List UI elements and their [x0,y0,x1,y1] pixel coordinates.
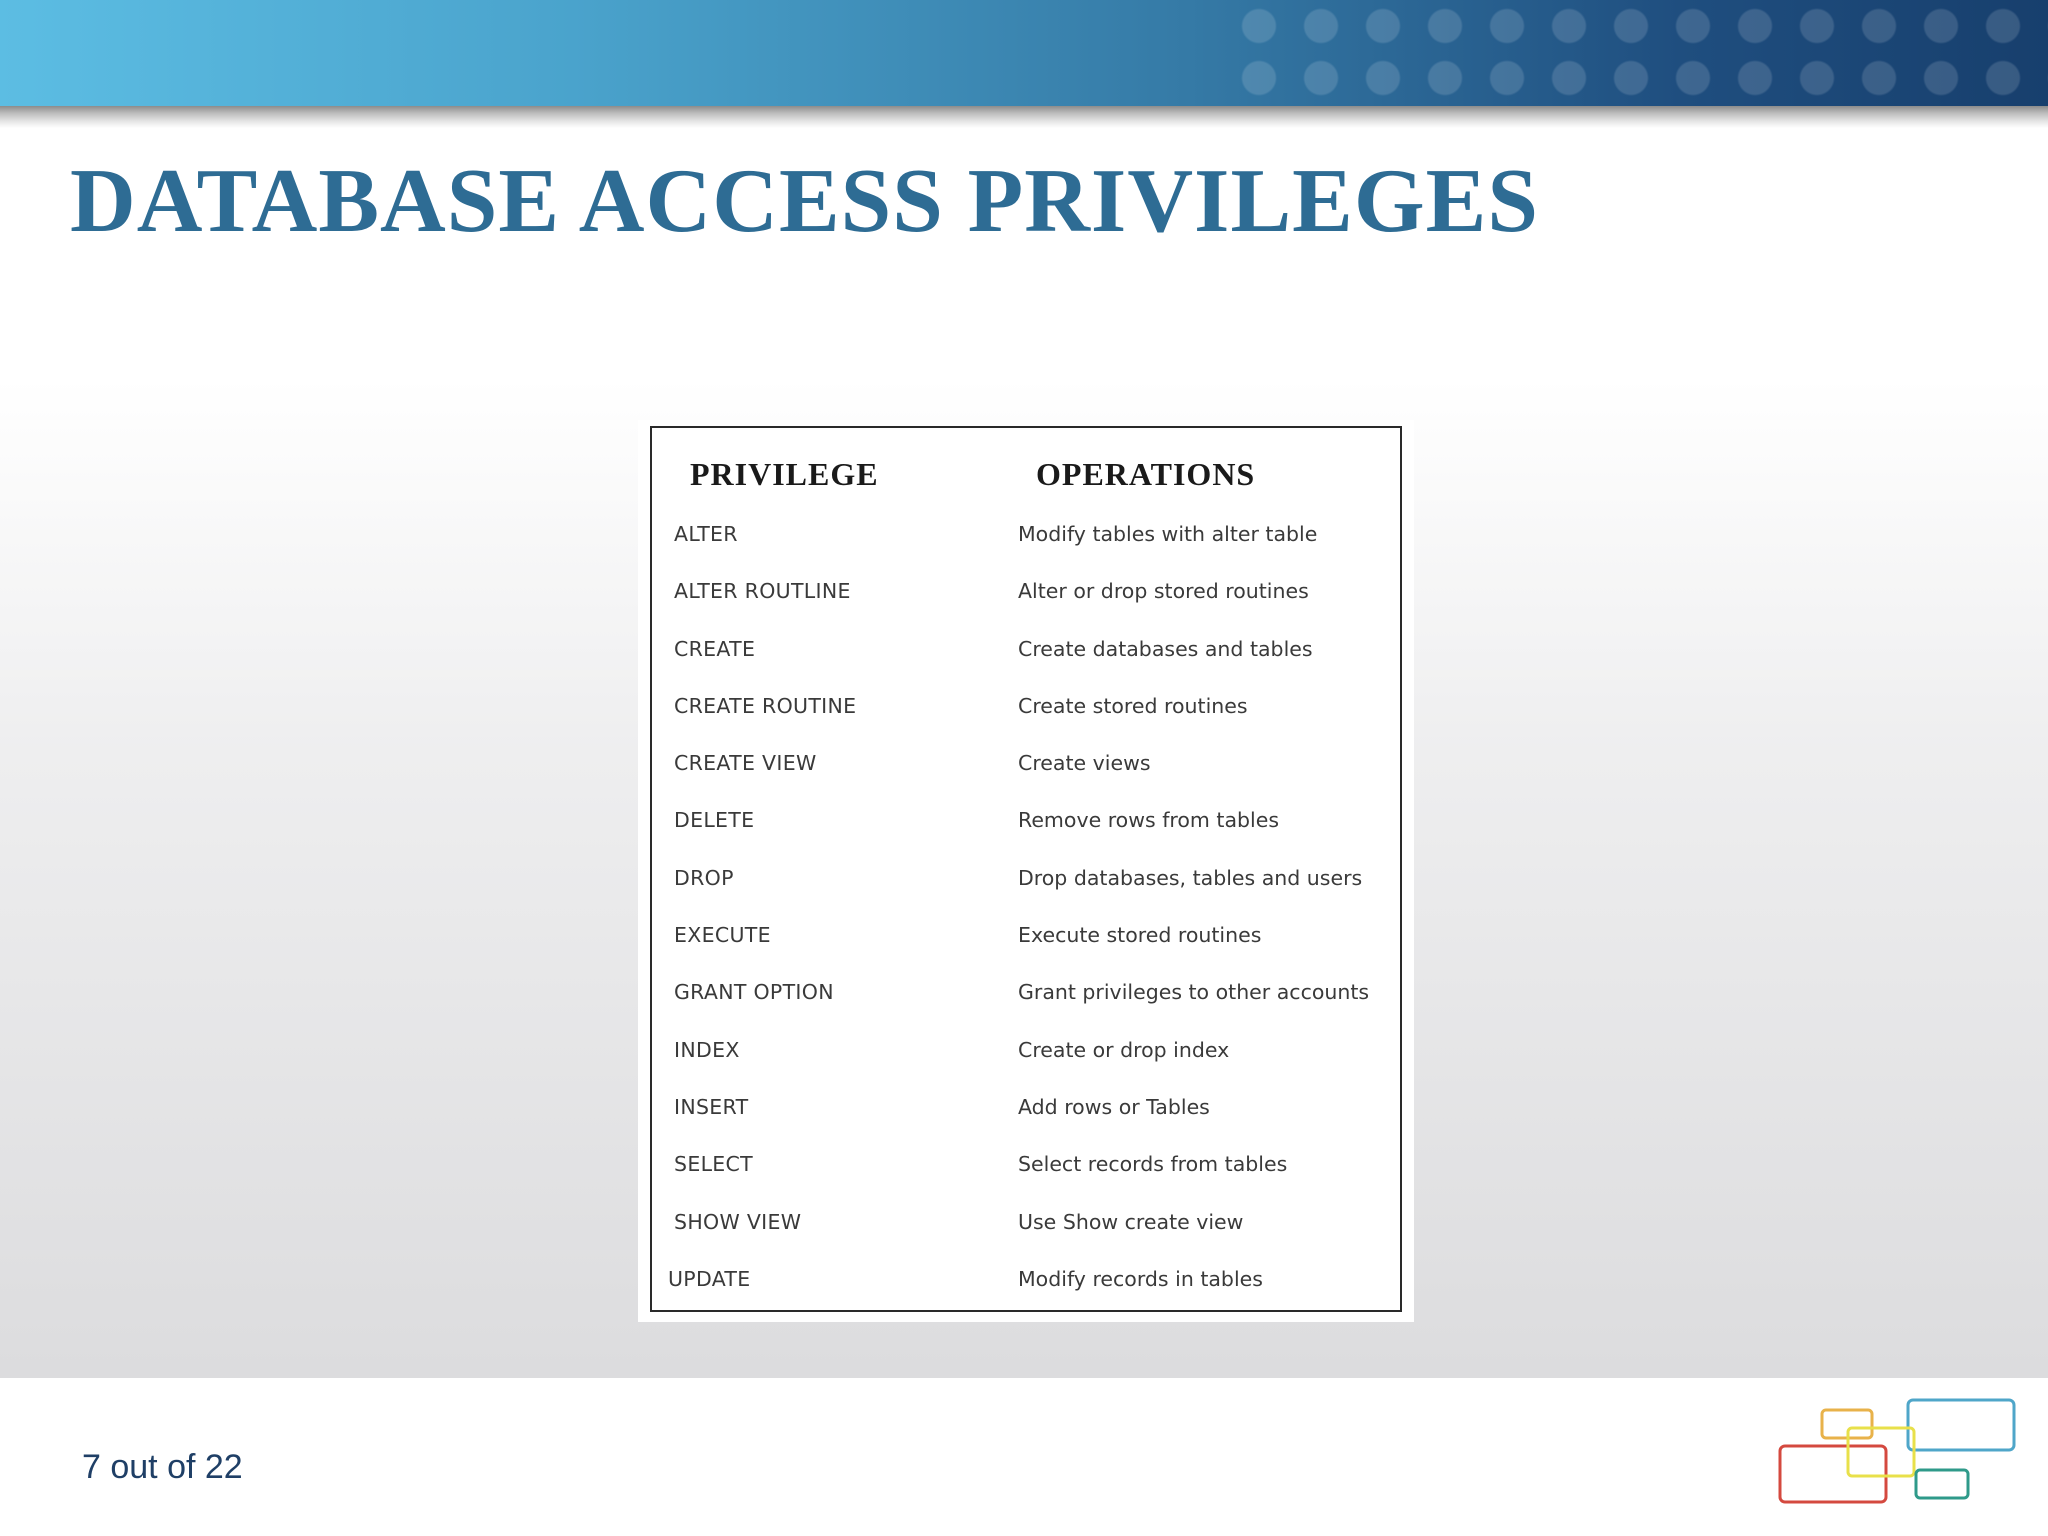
operation-cell: Create stored routines [1018,693,1248,718]
footer [0,1378,2048,1536]
privilege-cell: CREATE ROUTINE [674,693,857,718]
table-row [652,804,1400,861]
privileges-table [650,426,1402,1312]
logo-square-teal [1916,1470,1968,1498]
privileges-table-image [638,420,1414,1322]
privilege-cell: GRANT OPTION [674,980,834,1005]
privilege-cell: INSERT [674,1094,749,1119]
table-row [652,633,1400,690]
operation-cell: Create views [1018,751,1151,776]
slide-title: DATABASE ACCESS PRIVILEGES [70,150,1539,251]
header-banner [0,0,2048,106]
logo-square-yellow [1848,1428,1914,1476]
operation-cell: Alter or drop stored routines [1018,579,1309,604]
overlapping-squares-logo-icon [1776,1398,2024,1508]
privilege-cell: DROP [674,865,734,890]
operation-cell: Modify records in tables [1018,1266,1263,1291]
table-row [652,1263,1400,1320]
table-row [652,1091,1400,1148]
privilege-cell: ALTER ROUTLINE [674,579,851,604]
banner-shadow [0,106,2048,128]
operation-cell: Add rows or Tables [1018,1094,1210,1119]
table-row [652,518,1400,575]
privilege-column-header: PRIVILEGE [690,456,879,492]
table-row [652,575,1400,632]
privilege-cell: SELECT [674,1152,753,1177]
table-row [652,862,1400,919]
privilege-cell: ALTER [674,522,738,546]
table-row [652,1148,1400,1205]
operation-cell: Select records from tables [1018,1152,1288,1177]
privilege-cell: UPDATE [668,1266,751,1291]
table-row [652,1206,1400,1263]
table-row [652,690,1400,747]
operations-column-header: OPERATIONS [1036,456,1256,492]
operation-cell: Remove rows from tables [1018,808,1280,833]
table-row [652,919,1400,976]
table-row [652,976,1400,1033]
operation-cell: Create or drop index [1018,1037,1230,1062]
operation-cell: Modify tables with alter table [1018,522,1318,546]
privilege-cell: SHOW VIEW [674,1209,802,1234]
operation-cell: Create databases and tables [1018,636,1313,661]
operation-cell: Grant privileges to other accounts [1018,980,1370,1005]
operation-cell: Execute stored routines [1018,923,1262,948]
privilege-cell: INDEX [674,1037,740,1062]
privilege-cell: DELETE [674,808,755,833]
banner-tile-pattern [1228,0,2048,106]
table-row [652,1034,1400,1091]
table-row [652,747,1400,804]
table-rows [652,518,1400,1320]
privilege-cell: CREATE VIEW [674,751,817,776]
operation-cell: Use Show create view [1018,1209,1244,1234]
logo-square-red [1780,1446,1886,1502]
page-counter: 7 out of 22 [82,1448,243,1486]
operation-cell: Drop databases, tables and users [1018,865,1363,890]
privilege-cell: CREATE [674,636,756,661]
logo-square-blue [1908,1400,2014,1450]
privilege-cell: EXECUTE [674,923,771,948]
